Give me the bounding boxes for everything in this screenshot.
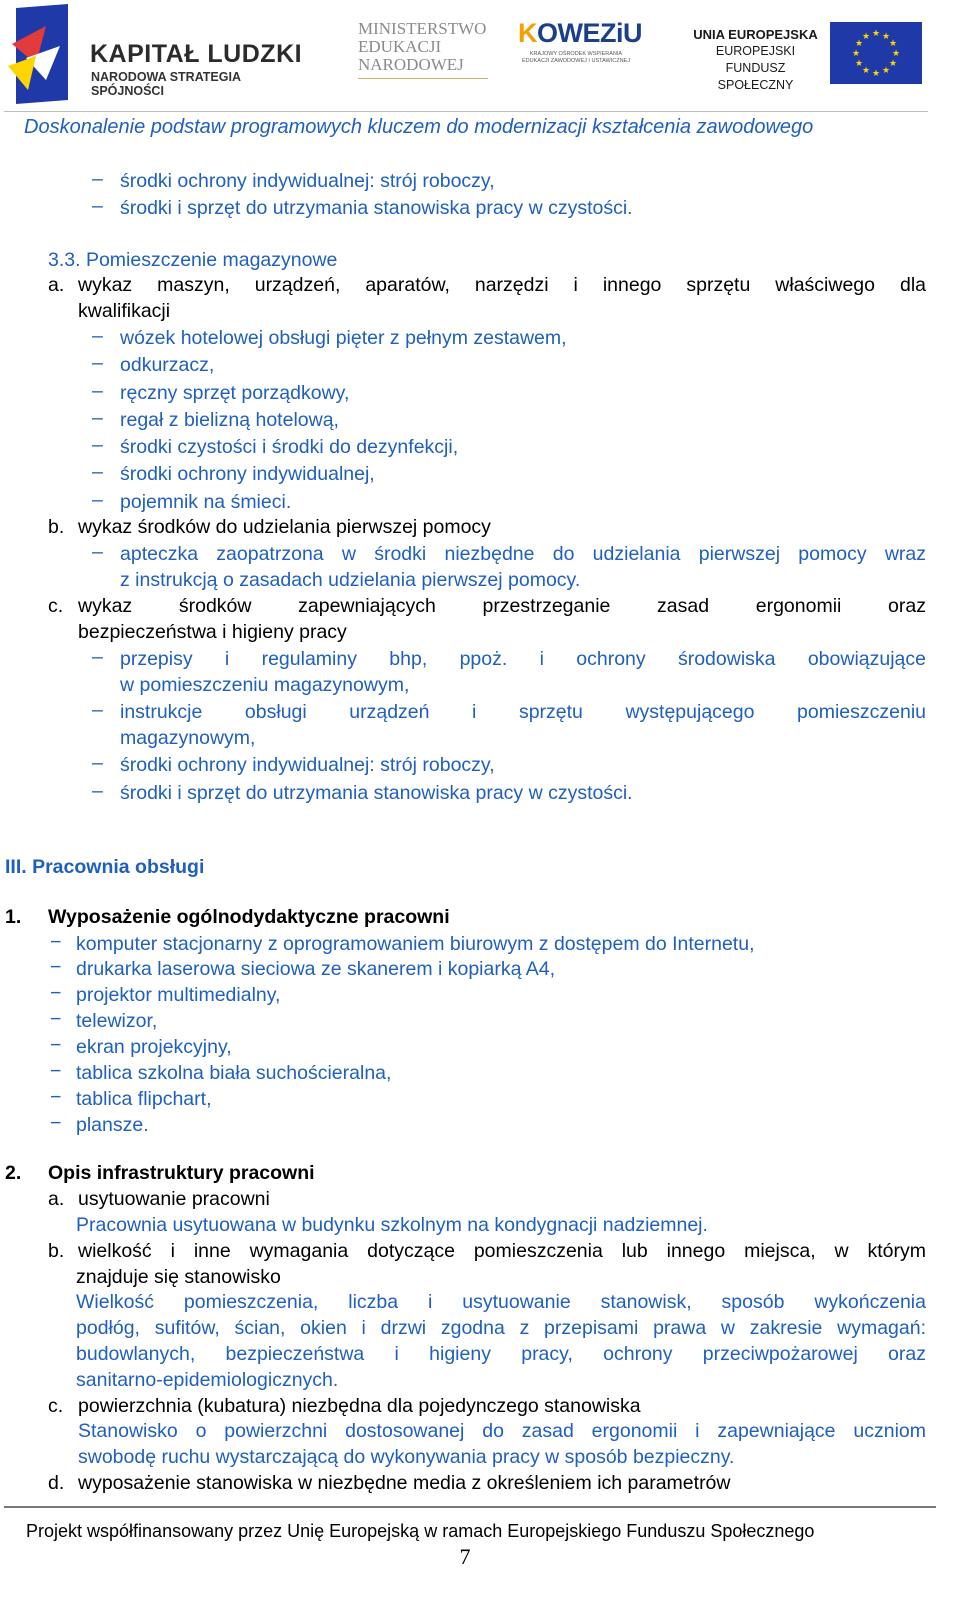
list-item: projektor multimedialny, [76,984,281,1006]
list-item: drukarka laserowa sieciowa ze skanerem i kopiarką A4, [76,958,556,980]
ministerstwo-rule [358,78,488,79]
list-dash: − [50,931,62,953]
list-item: przepisy i regulaminy bhp, ppoż. i ochrony środowiska obowiązujące [120,648,926,670]
item-label-c: c. [48,595,64,617]
item-label-d: d. [48,1472,65,1494]
ministerstwo-line-3: NARODOWEJ [358,55,464,74]
item-2b-description: podłóg, sufitów, ścian, okien i drzwi zgodna z przepisami prawa w zakresie wymagań: [76,1317,926,1339]
item-2a-text: usytuowanie pracowni [78,1188,270,1210]
ue-line-2: EUROPEJSKI [715,44,796,58]
svg-text:★: ★ [861,66,871,76]
heading-1: Wyposażenie ogólnodydaktyczne pracowni [48,906,450,928]
list-dash: − [50,1060,62,1082]
section-heading-III: III. Pracownia obsługi [5,856,205,878]
svg-text:★: ★ [871,29,881,39]
list-dash: – [92,434,103,456]
ministerstwo-line-1: MINISTERSTWO [358,19,487,38]
item-label-a: a. [48,1188,65,1210]
list-item: apteczka zaopatrzona w środki niezbędne do udzielania pierwszej pomocy wraz [120,543,926,565]
list-item: telewizor, [76,1010,158,1032]
header-rule [4,111,928,112]
svg-text:★: ★ [881,66,891,76]
kapital-ludzki-mark-icon [6,4,72,104]
item-2c-description: swobodę ruchu wystarczającą do wykonywania pracy w sposób bezpieczny. [78,1446,735,1468]
list-dash: – [92,541,103,563]
kowezu-title-k: K [518,18,537,48]
list-dash: − [50,1034,62,1056]
item-2b-description: budowlanych, bezpieczeństwa i higieny pracy, ochrony przeciwpożarowej oraz [76,1343,926,1365]
item-label-c: c. [48,1395,64,1417]
list-dash: – [92,461,103,483]
list-item: środki i sprzęt do utrzymania stanowiska pracy w czystości. [120,782,633,804]
kowezu-title [518,18,642,49]
list-dash: – [92,699,103,721]
list-dash: – [92,168,103,190]
list-dash: − [50,982,62,1004]
item-2c-text: powierzchnia (kubatura) niezbędna dla pojedynczego stanowiska [78,1395,641,1417]
kapital-ludzki-subtitle: NARODOWA STRATEGIA SPÓJNOŚCI [91,70,241,98]
list-item: tablica flipchart, [76,1088,212,1110]
list-dash: − [50,1008,62,1030]
ue-line-3: FUNDUSZ SPOŁECZNY [717,61,794,92]
page-number: 7 [459,1544,471,1569]
list-item: ekran projekcyjny, [76,1036,232,1058]
svg-text:★: ★ [888,59,898,69]
ue-line-1: UNIA EUROPEJSKA [693,27,818,42]
svg-text:★: ★ [861,32,871,42]
list-dash: − [50,1086,62,1108]
heading-2: Opis infrastruktury pracowni [48,1162,315,1184]
svg-text:★: ★ [871,69,881,79]
unia-europejska-text [688,26,823,94]
list-item: regał z bielizną hotelową, [120,409,339,431]
list-dash: – [92,325,103,347]
kowezu-title-rest: OWEZiU [537,18,642,48]
document-header-title: Doskonalenie podstaw programowych kluczem do modernizacji kształcenia zawodowego [24,116,814,138]
header-logos [0,0,960,112]
list-item: środki ochrony indywidualnej: strój roboczy, [120,754,495,776]
svg-text:★: ★ [881,32,891,42]
footer-rule [4,1506,936,1508]
list-item: środki ochrony indywidualnej: strój roboczy, [120,170,495,192]
footer-text: Projekt współfinansowany przez Unię Europejską w ramach Europejskiego Funduszu Społecznego [26,1521,815,1541]
item-label-b: b. [48,1240,65,1262]
list-item: środki i sprzęt do utrzymania stanowiska pracy w czystości. [120,197,633,219]
list-dash: – [92,489,103,511]
list-item: tablica szkolna biała suchościeralna, [76,1062,392,1084]
item-label-b: b. [48,516,65,538]
item-2b-description: sanitarno-epidemiologicznych. [76,1369,339,1391]
kowezu-logo [518,18,642,88]
item-2b-text: wielkość i inne wymagania dotyczące pomieszczenia lub innego miejsca, w którym [78,1240,926,1262]
item-c-text-cont: bezpieczeństwa i higieny pracy [78,621,347,643]
list-dash: – [92,352,103,374]
list-item: komputer stacjonarny z oprogramowaniem biurowym z dostępem do Internetu, [76,933,755,955]
svg-text:★: ★ [888,39,898,49]
item-a-text: wykaz maszyn, urządzeń, aparatów, narzędzi i innego sprzętu właściwego dla [78,274,926,296]
item-a-text-cont: kwalifikacji [78,300,171,322]
list-item: pojemnik na śmieci. [120,491,292,513]
list-item: odkurzacz, [120,354,215,376]
list-item-cont: z instrukcją o zasadach udzielania pierwszej pomocy. [120,569,581,591]
list-dash: – [92,195,103,217]
svg-text:★: ★ [851,49,861,59]
kapital-ludzki-logo [4,4,314,104]
svg-text:★: ★ [891,49,901,59]
item-c-text: wykaz środków zapewniających przestrzeganie zasad ergonomii oraz [78,595,926,617]
list-item-cont: magazynowym, [120,727,256,749]
kapital-ludzki-title: KAPITAŁ LUDZKI [90,40,303,68]
list-dash: − [50,956,62,978]
svg-text:★: ★ [854,59,864,69]
ministerstwo-line-2: EDUKACJI [358,37,442,56]
list-item: ręczny sprzęt porządkowy, [120,382,350,404]
list-item: środki ochrony indywidualnej, [120,463,375,485]
list-dash: – [92,380,103,402]
unia-europejska-logo [688,22,928,92]
item-2b-description: Wielkość pomieszczenia, liczba i usytuowanie stanowisk, sposób wykończenia [76,1291,926,1313]
list-item-cont: w pomieszczeniu magazynowym, [120,674,410,696]
heading-number-2: 2. [5,1162,22,1184]
list-dash: – [92,752,103,774]
item-label-a: a. [48,274,65,296]
ministerstwo-logo [358,20,498,84]
list-item: środki czystości i środki do dezynfekcji, [120,436,459,458]
list-item: wózek hotelowej obsługi pięter z pełnym zestawem, [120,327,567,349]
list-dash: – [92,646,103,668]
list-dash: – [92,780,103,802]
item-2a-description: Pracownia usytuowana w budynku szkolnym na kondygnacji nadziemnej. [76,1214,708,1236]
list-dash: − [50,1112,62,1134]
section-heading-3-3: 3.3. Pomieszczenie magazynowe [48,249,338,271]
item-b-text: wykaz środków do udzielania pierwszej pomocy [78,516,491,538]
item-2c-description: Stanowisko o powierzchni dostosowanej do zasad ergonomii i zapewniające uczniom [78,1420,926,1442]
item-2d-text: wyposażenie stanowiska w niezbędne media z określeniem ich parametrów [78,1472,731,1494]
list-item: plansze. [76,1114,149,1136]
list-dash: – [92,407,103,429]
item-2b-text-cont: znajduje się stanowisko [76,1266,281,1288]
eu-flag-icon [830,22,922,84]
kowezu-subtitle: KRAJOWY OŚRODEK WSPIERANIA EDUKACJI ZAWODOWEJ I USTAWICZNEJ [522,51,630,64]
svg-text:★: ★ [854,39,864,49]
heading-number-1: 1. [5,906,22,928]
list-item: instrukcje obsługi urządzeń i sprzętu występującego pomieszczeniu [120,701,926,723]
